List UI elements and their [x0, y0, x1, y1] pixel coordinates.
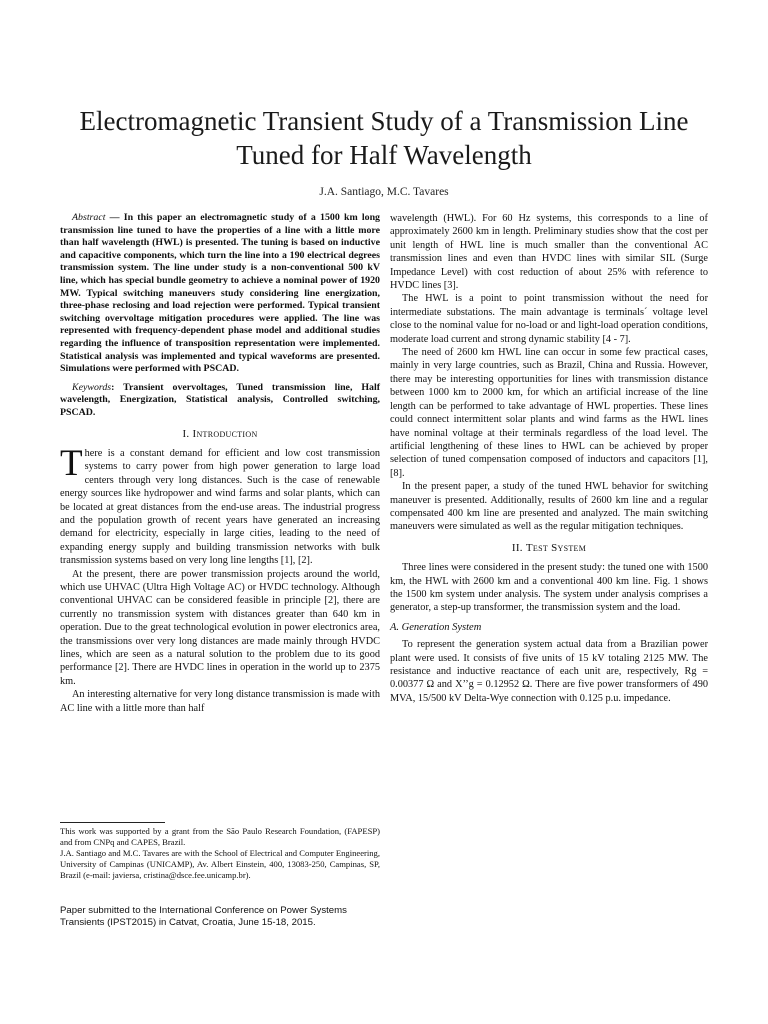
section-number: I. — [182, 427, 193, 440]
paper-title: Electromagnetic Transient Study of a Transmission Line Tuned for Half Wavelength — [79, 106, 689, 170]
footnote-affiliation: J.A. Santiago and M.C. Tavares are with the School of Electrical and Computer Engineering, University of Campinas (UNICAMP), Av. Albert Einstein, 400, 13083-250, Campinas, SP, Brazil (e-mail: javiersa, cristina@dsce.fee.unicamp.br). — [60, 848, 380, 880]
paper-authors: J.A. Santiago, M.C. Tavares — [319, 186, 449, 198]
section-heading-test-system — [390, 542, 708, 555]
section-title: Test System — [525, 541, 587, 554]
right-column — [390, 212, 708, 705]
intro-paragraph-2: At the present, there are power transmission projects around the world, which use UHVAC (Ultra High Voltage AC) or HVDC technology. Although conventional UHVAC can be considered feasible in principle [2], there are currently no transmission system with distances greater than 640 km in operation. Due to the great technological evolution in power electronics area, the transmissions over very long distances are made mainly through HVDC lines, which are seen as a natural solution to the problem due to its good performance [2]. There are HVDC lines in operation in the world up to 2375 km. — [60, 568, 380, 687]
subsection-title: Generation System — [401, 621, 482, 633]
section-number: II. — [511, 541, 526, 554]
submission-note: Paper submitted to the International Conference on Power Systems Transients (IPST2015) in Catvat, Croatia, June 15-18, 2015. — [60, 905, 347, 928]
abstract-text: In this paper an electromagnetic study of a 1500 km long transmission line tuned to have the properties of a line with a little more than half wavelength (HWL) is presented. The tuning is based on inductive and capacitive components, which turn the line into a 190 electrical degrees transmission system. The line under study is a non-conventional 500 kV line, which has special bundle geometry to achieve a nominal power of 1920 MW. Typical switching maneuvers study considering line energization, three-phase reclosing and load rejection were performed. Typical transient switching overvoltage mitigation procedures were applied. The line was represented with frequency-dependent phase model and additional studies regarding the influence of transposition representation were implemented. Statistical analysis was implemented and typical waveforms are presented. Simulations were performed with PSCAD. — [60, 212, 380, 375]
subsection-heading-generation — [390, 621, 708, 634]
right-paragraph-3: The need of 2600 km HWL line can occur in some few practical cases, mainly in very large countries, such as Brazil, China and Russia. However, there may be interesting opportunities for lines with transmission distance between 1000 km to 2000 km, for which an artificial increase of the line length can be performed to take advantage of HWL properties. These lines could connect intermittent solar plants and wind farms as the HWL lines have nominal voltage at their terminals regardless of the load level. The artificial lengthening of these lines to HWL can be achieved by proper selection of tuned compensation composed of inductors and capacitors [1], [8]. — [390, 347, 708, 479]
footnote — [60, 826, 380, 881]
footnote-rule — [60, 822, 165, 823]
right-paragraph-2: The HWL is a point to point transmission without the need for intermediate substations. The main advantage is terminals´ voltage level close to the nominal value for no-load or and light-load operation conditions, moderate load current and strong dynamic stability [4 - 7]. — [390, 293, 708, 345]
right-paragraph-4: In the present paper, a study of the tuned HWL behavior for switching maneuver is presented. Additionally, results of 2600 km line and a regular compensated 400 km line are presented and analyzed. The main switching maneuvers were simulated as well as the regular mitigation techniques. — [390, 481, 708, 533]
section-heading-introduction — [60, 428, 380, 441]
generation-paragraph: To represent the generation system actual data from a Brazilian power plant were used. It consists of five units of 15 kV totaling 2125 MW. The resistance and inductive reactance of each unit are, respectively, Rg = 0.00377 Ω and X’’g = 0.12952 Ω. There are five power transformers of 490 MVA, 15/500 kV Delta-Wye connection with 0.125 p.u. impedance. — [390, 639, 708, 704]
right-paragraph-1: wavelength (HWL). For 60 Hz systems, this corresponds to a line of approximately 2600 km in length. Preliminary studies show that the cost per unit length of HWL line is much smaller than the conventional AC transmission lines and even than HVDC lines with similar SIL (Surge Impedance Level) with cost reduction of about 25% with reference to HVDC lines [3]. — [390, 213, 708, 292]
section-title: Introduction — [192, 427, 258, 440]
drop-cap: T — [60, 442, 83, 484]
abstract-paragraph — [60, 212, 380, 376]
keywords-text: : Transient overvoltages, Tuned transmission line, Half wavelength, Energization, Statistical analysis, Controlled switching, PSCAD. — [60, 381, 380, 418]
intro-paragraph-3: An interesting alternative for very long distance transmission is made with AC line with a little more than half — [60, 689, 380, 714]
keywords-label: Keywords — [72, 381, 112, 393]
intro-paragraph-1 — [60, 442, 380, 568]
keywords-paragraph — [60, 382, 380, 420]
abstract-label: Abstract — [72, 212, 106, 223]
subsection-label: A. — [390, 621, 402, 633]
test-system-paragraph: Three lines were considered in the present study: the tuned one with 1500 km, the HWL with 2600 km and a conventional 400 km line. Fig. 1 shows the 1500 km system under analysis. The system under analysis comprises a generator, a step-up transformer, the transmission system and the load. — [390, 562, 708, 614]
footnote-funding: This work was supported by a grant from the São Paulo Research Foundation, (FAPESP) and from CNPq and CAPES, Brazil. — [60, 826, 380, 847]
intro-p1-text: here is a constant demand for efficient and low cost transmission systems to carry power from high power generation to large load centers through very long distances. Such is the case of renewable energy sources like hydropower and wind farms and solar plants, which can be located at great distances from the end-use areas. The industrial progress and the population growth of recent years have generated an increasing demand for electricity, especially in large cities, leading to the need of expanding energy supply and building transmission networks with bulk transmission systems based on very long line lengths [1], [2]. — [60, 447, 380, 567]
abstract-dash: — — [105, 212, 124, 223]
left-column — [60, 212, 380, 715]
